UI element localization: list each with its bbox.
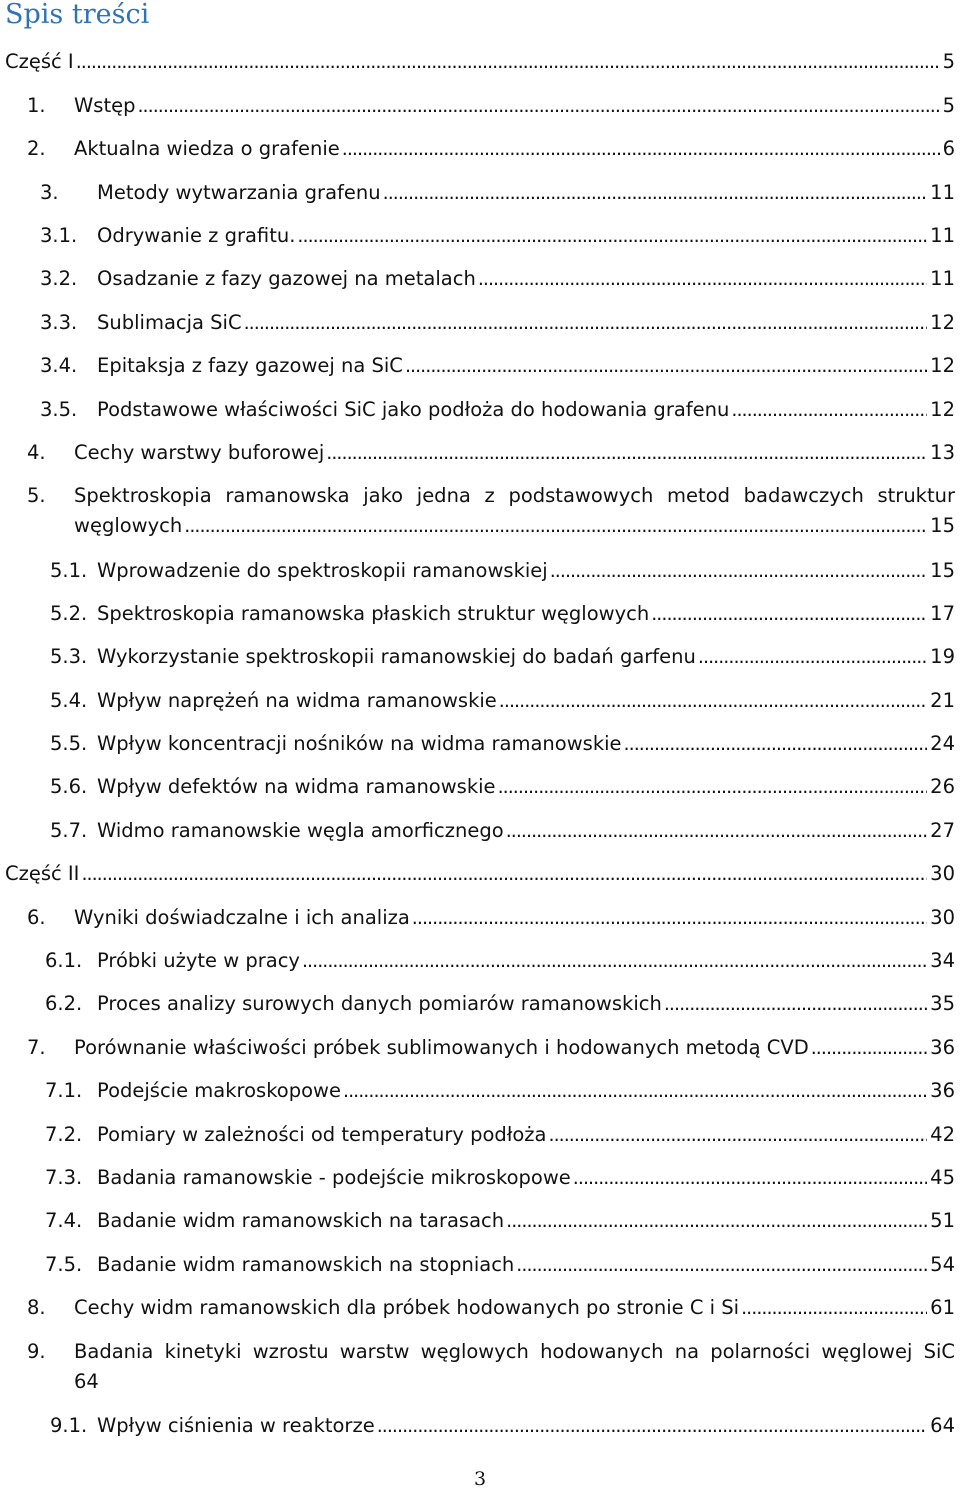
- toc-leader-dots: [651, 599, 927, 629]
- toc-entry-title: Odrywanie z grafitu.: [97, 224, 296, 247]
- toc-entry[interactable]: [45, 1206, 955, 1236]
- toc-page-number: 21: [930, 689, 955, 712]
- toc-leader-dots: [698, 642, 927, 672]
- toc-entry-number: 7.1.: [45, 1079, 83, 1102]
- toc-leader-dots: [498, 772, 928, 802]
- toc-heading: Spis treści: [5, 0, 150, 30]
- toc-leader-dots: [731, 395, 927, 425]
- toc-page-number: 36: [930, 1036, 955, 1059]
- toc-entry-number: 3.3.: [40, 311, 78, 334]
- toc-entry-title: Metody wytwarzania grafenu: [97, 181, 381, 204]
- toc-page-number: 13: [930, 441, 955, 464]
- toc-entry-title: Wpływ ciśnienia w reaktorze: [97, 1414, 375, 1437]
- toc-entry-number: 5.5.: [50, 732, 88, 755]
- toc-page-number: 24: [930, 732, 955, 755]
- toc-entry[interactable]: [27, 91, 955, 121]
- toc-entry-number: 3.: [40, 181, 59, 204]
- toc-entry[interactable]: [50, 729, 955, 759]
- toc-entry[interactable]: [45, 946, 955, 976]
- toc-entry-number: 8.: [27, 1296, 46, 1319]
- toc-entry-number: 7.: [27, 1036, 46, 1059]
- toc-entry[interactable]: [5, 859, 955, 889]
- toc-entry[interactable]: [5, 47, 955, 77]
- toc-leader-dots: [297, 221, 927, 251]
- toc-entry-number: 3.5.: [40, 398, 78, 421]
- toc-entry-title: Epitaksja z fazy gazowej na SiC: [97, 354, 403, 377]
- toc-leader-dots: [741, 1293, 927, 1323]
- toc-entry-number: 4.: [27, 441, 46, 464]
- toc-entry[interactable]: [50, 642, 955, 672]
- toc-entry-title: Pomiary w zależności od temperatury podłoża: [97, 1123, 547, 1146]
- toc-page-number: 64: [930, 1414, 955, 1437]
- toc-entry-number: 5.1.: [50, 559, 88, 582]
- toc-entry-number: 5.4.: [50, 689, 88, 712]
- toc-leader-dots: [811, 1033, 927, 1063]
- toc-entry-number: 3.2.: [40, 267, 78, 290]
- toc-entry[interactable]: [27, 1033, 955, 1063]
- toc-page-number: 30: [930, 862, 955, 885]
- toc-entry-title: Osadzanie z fazy gazowej na metalach: [97, 267, 476, 290]
- toc-entry[interactable]: [40, 308, 955, 338]
- toc-entry-title: Część II: [5, 862, 80, 885]
- toc-entry-number: 6.1.: [45, 949, 83, 972]
- toc-entry[interactable]: [27, 481, 955, 511]
- toc-entry-number: 9.1.: [50, 1414, 88, 1437]
- toc-entry-title: Proces analizy surowych danych pomiarów ramanowskich: [97, 992, 662, 1015]
- toc-leader-dots: [624, 729, 928, 759]
- toc-entry[interactable]: [27, 134, 955, 164]
- toc-leader-dots: [137, 91, 939, 121]
- toc-page-number: 61: [930, 1296, 955, 1319]
- toc-entry[interactable]: [50, 1411, 955, 1441]
- page-number-footer: 3: [473, 1468, 487, 1490]
- toc-page-number: 5: [942, 50, 955, 73]
- toc-entry[interactable]: [40, 395, 955, 425]
- toc-entry-number: 5.: [27, 484, 46, 507]
- toc-entry-number: 3.4.: [40, 354, 78, 377]
- toc-entry[interactable]: [27, 1337, 955, 1367]
- toc-entry[interactable]: [45, 1250, 955, 1280]
- toc-entry[interactable]: [40, 178, 955, 208]
- toc-page-number: 15: [930, 514, 955, 537]
- toc-entry-title: Cechy widm ramanowskich dla próbek hodowanych po stronie C i Si: [74, 1296, 740, 1319]
- toc-leader-dots: [377, 1411, 927, 1441]
- toc-entry-title: Wpływ defektów na widma ramanowskie: [97, 775, 496, 798]
- toc-entry-number: 1.: [27, 94, 46, 117]
- toc-page-number: 26: [930, 775, 955, 798]
- toc-entry-title: Wpływ naprężeń na widma ramanowskie: [97, 689, 497, 712]
- toc-entry-title: Wpływ koncentracji nośników na widma ramanowskie: [97, 732, 622, 755]
- toc-entry-continuation[interactable]: [74, 511, 955, 541]
- toc-leader-dots: [573, 1163, 927, 1193]
- toc-page-number: 11: [930, 267, 955, 290]
- toc-entry-title: Widmo ramanowskie węgla amorficznego: [97, 819, 504, 842]
- toc-entry-title: Część I: [5, 50, 74, 73]
- toc-entry-title: Podstawowe właściwości SiC jako podłoża do hodowania grafenu: [97, 398, 730, 421]
- toc-entry-title: Spektroskopia ramanowska płaskich struktur węglowych: [97, 602, 650, 625]
- toc-page-number: 35: [930, 992, 955, 1015]
- toc-entry-title: Spektroskopia ramanowska jako jedna z podstawowych metod badawczych struktur: [74, 484, 955, 507]
- toc-leader-dots: [548, 1120, 927, 1150]
- toc-leader-dots: [516, 1250, 927, 1280]
- toc-page-number: 42: [930, 1123, 955, 1146]
- toc-entry-number: 5.2.: [50, 602, 88, 625]
- toc-entry-number: 5.3.: [50, 645, 88, 668]
- toc-leader-dots: [342, 134, 940, 164]
- toc-page-number: 34: [930, 949, 955, 972]
- toc-entry-title: Wyniki doświadczalne i ich analiza: [74, 906, 410, 929]
- toc-leader-dots: [184, 511, 927, 541]
- toc-entry-title: Podejście makroskopowe: [97, 1079, 341, 1102]
- toc-entry[interactable]: [27, 438, 955, 468]
- toc-entry-title: Próbki użyte w pracy: [97, 949, 300, 972]
- toc-entry[interactable]: [45, 1163, 955, 1193]
- toc-entry-number: 7.2.: [45, 1123, 83, 1146]
- toc-page-number: 27: [930, 819, 955, 842]
- toc-entry-title: Badanie widm ramanowskich na tarasach: [97, 1209, 505, 1232]
- toc-leader-dots: [244, 308, 928, 338]
- toc-entry-title: Badanie widm ramanowskich na stopniach: [97, 1253, 515, 1276]
- toc-entry-number: 2.: [27, 137, 46, 160]
- toc-entry[interactable]: [40, 351, 955, 381]
- toc-entry-number: 5.6.: [50, 775, 88, 798]
- toc-leader-dots: [81, 859, 927, 889]
- toc-page-number: 5: [942, 94, 955, 117]
- toc-entry-title: Wstęp: [74, 94, 136, 117]
- toc-entry-number: 3.1.: [40, 224, 78, 247]
- toc-entry[interactable]: [40, 264, 955, 294]
- toc-page-number: 12: [930, 398, 955, 421]
- toc-page-number: 17: [930, 602, 955, 625]
- toc-entry[interactable]: [50, 556, 955, 586]
- toc-entry-title: Badania kinetyki wzrostu warstw węglowych hodowanych na polarności węglowej SiC: [74, 1340, 955, 1363]
- toc-leader-dots: [506, 816, 927, 846]
- toc-entry-number: 7.3.: [45, 1166, 83, 1189]
- toc-entry-title: Wykorzystanie spektroskopii ramanowskiej do badań garfenu: [97, 645, 696, 668]
- toc-entry-title: Wprowadzenie do spektroskopii ramanowskiej: [97, 559, 548, 582]
- toc-page-number: 30: [930, 906, 955, 929]
- toc-entry-title: Cechy warstwy buforowej: [74, 441, 325, 464]
- toc-entry[interactable]: [50, 599, 955, 629]
- toc-leader-dots: [405, 351, 927, 381]
- toc-entry[interactable]: [45, 1120, 955, 1150]
- toc-page-number: 6: [942, 137, 955, 160]
- toc-page-number: 12: [930, 311, 955, 334]
- toc-entry[interactable]: [50, 816, 955, 846]
- toc-entry-title: Sublimacja SiC: [97, 311, 242, 334]
- toc-page-number: 54: [930, 1253, 955, 1276]
- toc-entry[interactable]: [50, 686, 955, 716]
- toc-page-number: 15: [930, 559, 955, 582]
- toc-entry-number: 9.: [27, 1340, 46, 1363]
- toc-leader-dots: [383, 178, 928, 208]
- toc-page-number: 11: [930, 224, 955, 247]
- toc-entry-number: 5.7.: [50, 819, 88, 842]
- toc-leader-dots: [412, 903, 927, 933]
- toc-page-number: 11: [930, 181, 955, 204]
- toc-page-number: 36: [930, 1079, 955, 1102]
- toc-page-number: 51: [930, 1209, 955, 1232]
- toc-leader-dots: [302, 946, 927, 976]
- toc-entry-title: Porównanie właściwości próbek sublimowanych i hodowanych metodą CVD: [74, 1036, 809, 1059]
- toc-entry-number: 7.4.: [45, 1209, 83, 1232]
- toc-entry-title: Aktualna wiedza o grafenie: [74, 137, 340, 160]
- toc-entry[interactable]: [45, 989, 955, 1019]
- toc-entry-title: Badania ramanowskie - podejście mikroskopowe: [97, 1166, 571, 1189]
- toc-entry-number: 7.5.: [45, 1253, 83, 1276]
- toc-leader-dots: [76, 47, 940, 77]
- toc-leader-dots: [478, 264, 927, 294]
- toc-leader-dots: [664, 989, 927, 1019]
- toc-entry[interactable]: [27, 1293, 955, 1323]
- toc-page-number: 45: [930, 1166, 955, 1189]
- toc-leader-dots: [326, 438, 927, 468]
- toc-leader-dots: [550, 556, 927, 586]
- toc-leader-dots: [506, 1206, 927, 1236]
- toc-entry-number: 6.2.: [45, 992, 83, 1015]
- toc-entry[interactable]: [27, 903, 955, 933]
- toc-page-number: 12: [930, 354, 955, 377]
- toc-entry[interactable]: [45, 1076, 955, 1106]
- toc-leader-dots: [343, 1076, 927, 1106]
- toc-entry-title-continued: węglowych: [74, 514, 183, 537]
- toc-entry[interactable]: [50, 772, 955, 802]
- toc-page-number: 64: [74, 1370, 99, 1393]
- toc-leader-dots: [499, 686, 927, 716]
- toc-entry-number: 6.: [27, 906, 46, 929]
- toc-entry[interactable]: [40, 221, 955, 251]
- toc-page-number: 19: [930, 645, 955, 668]
